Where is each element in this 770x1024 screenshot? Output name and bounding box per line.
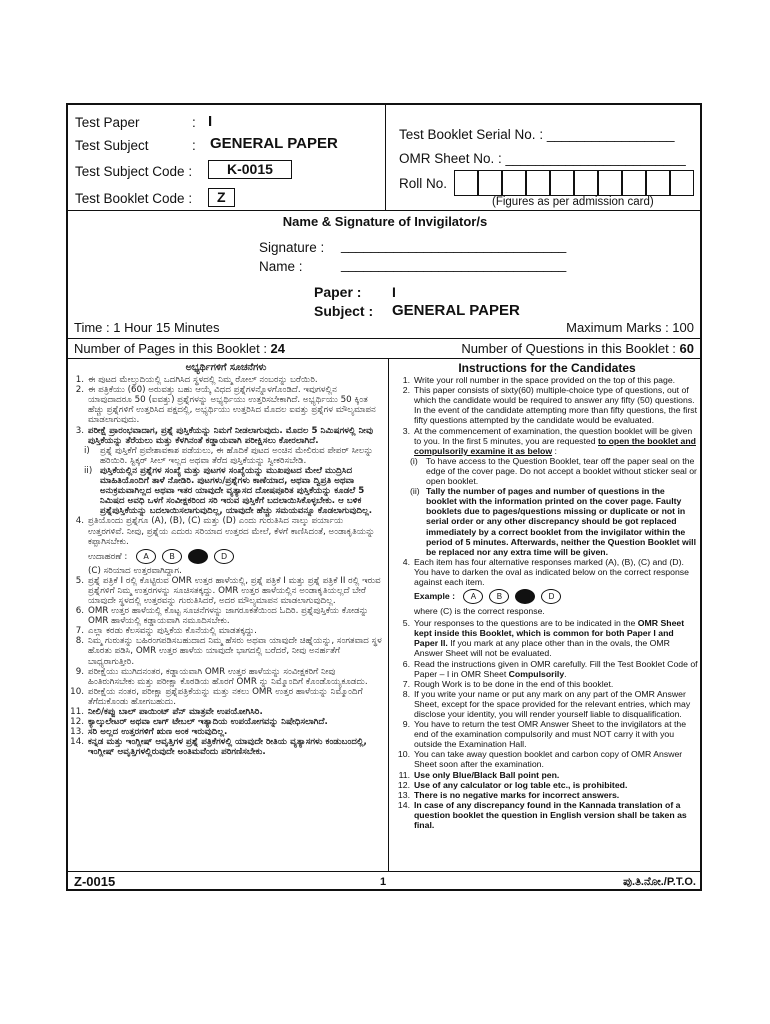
instruction-text: ಪರೀಕ್ಷೆಯ ನಂತರ, ಪರೀಕ್ಷಾ ಪ್ರಶ್ನೆಪತ್ರಿಕೆಯನ್ನು ಮತ್ತು ನಕಲು OMR ಉತ್ತರ ಹಾಳೆಯನ್ನು ನಿಮ್ಮೊಂದಿಗೆ ತೆಗೆದುಕೊಂಡು ಹೋಗಬಹುದು.	[88, 686, 363, 707]
kannada-instructions	[70, 363, 382, 757]
english-subitem: (ii) Tally the number of pages and number of questions in the booklet with the information printed on the cover page. Faulty booklets due to pages/questions missing or duplicate or not in serial order or any other discrepancy should be got replaced immediately by a correct booklet from the invigilator within the period of 5 minutes. Afterwards, neither the Question Booklet will be replaced nor any extra time will be given.	[410, 486, 696, 557]
time-text: Time : 1 Hour 15 Minutes	[74, 320, 220, 335]
english-item: 3. At the commencement of examination, the question booklet will be given to you. In the first 5 minutes, you are requested to open the booklet and compulsorily examine it as below :	[402, 425, 696, 456]
instruction-text: ಪರೀಕ್ಷೆಯು ಮುಗಿದನಂತರ, ಕಡ್ಡಾಯವಾಗಿ OMR ಉತ್ತರ ಹಾಳೆಯನ್ನು ಸಂವೀಕ್ಷಕರಿಗೆ ನೀವು ಹಿಂತಿರುಗಿಸಬೇಕು ಮತ್ತು ಪರೀಕ್ಷಾ ಕೊಠಡಿಯ ಹೊರಗೆ OMR ನ್ನು ನಿಮ್ಮೊಂದಿಗೆ ಕೊಂಡೊಯ್ಯಕೂಡದು.	[88, 666, 368, 687]
instruction-text: Each item has four alternative responses marked (A), (B), (C) and (D). You have to darken the oval as indicated below on the correct response against each item.	[414, 556, 689, 587]
questions-label: Number of Questions in this Booklet :	[461, 341, 680, 356]
roll-digit-box[interactable]	[670, 170, 694, 196]
instruction-text: ಪ್ರತಿಯೊಂದು ಪ್ರಶ್ನೆಗೂ (A), (B), (C) ಮತ್ತು (D) ಎಂದು ಗುರುತಿಸಿದ ನಾಲ್ಕು ಪರ್ಯಾಯ ಉತ್ತರಗಳಿವೆ. ನೀವು, ಪ್ರಶ್ನೆಯ ಎದುರು ಸರಿಯಾದ ಉತ್ತರದ ಮೇಲೆ, ಕೆಳಗೆ ಕಾಣಿಸಿದಂತೆ, ಅಂಡಾಕೃತಿಯನ್ನು ಕಪ್ಪಾಗಿಸಬೇಕು.	[88, 516, 375, 547]
footer-page-number: 1	[380, 876, 387, 888]
instruction-text: There is no negative marks for incorrect answers.	[414, 789, 620, 800]
instruction-text: Read the instructions given in OMR carefully. Fill the Test Booklet Code of Paper – I in OMR Sheet	[414, 658, 698, 679]
roll-digit-box[interactable]	[502, 170, 526, 196]
instruction-text: Use only Blue/Black Ball point pen.	[414, 769, 560, 780]
instruction-text: You have to return the test OMR Answer Sheet to the invigilators at the end of the examination compulsorily and must NOT carry it with you outside the Examination Hall.	[414, 719, 687, 750]
roll-digit-box[interactable]	[526, 170, 550, 196]
instruction-text: ನಿಮ್ಮ ಗುರುತನ್ನು ಬಹಿರಂಗಪಡಿಸಬಹುದಾದ ನಿಮ್ಮ ಹೆಸರು ಅಥವಾ ಯಾವುದೇ ಚಿಹ್ನೆಯನ್ನು, ಸಂಗತವಾದ ಸ್ಥಳ ಹೊರತು ಪಡಿಸಿ, OMR ಉತ್ತರ ಹಾಳೆಯ ಯಾವುದೇ ಭಾಗದಲ್ಲಿ ಬರೆದರೆ, ನೀವು ಅನರ್ಹತೆಗೆ ಬಾಧ್ಯರಾಗುತ್ತೀರಿ.	[88, 636, 382, 667]
subject-value: GENERAL PAPER	[392, 302, 520, 319]
roll-digit-box[interactable]	[646, 170, 670, 196]
english-item: 9. You have to return the test OMR Answer Sheet to the invigilators at the end of the examination compulsorily and must NOT carry it with you outside the Examination Hall.	[396, 719, 698, 749]
kannada-item: 7. ಎಲ್ಲಾ ಕರಡು ಕೆಲಸವನ್ನು ಪುಸ್ತಿಕೆಯ ಕೊನೆಯಲ್ಲಿ ಮಾಡತಕ್ಕದ್ದು.	[75, 626, 257, 637]
instruction-text: ನೀಲಿ/ಕಪ್ಪು ಬಾಲ್ ಪಾಯಿಂಟ್ ಪೆನ್ ಮಾತ್ರವೇ ಉಪಯೋಗಿಸಿರಿ.	[88, 707, 263, 717]
paper-label: Paper :	[314, 284, 362, 300]
instruction-text: ಪ್ರಶ್ನೆ ಪತ್ರಿಕೆ I ರಲ್ಲಿ ಕೊಟ್ಟಿರುವ OMR ಉತ್ತರ ಹಾಳೆಯಲ್ಲಿ, ಪ್ರಶ್ನೆ ಪತ್ರಿಕೆ I ಮತ್ತು ಪ್ರಶ್ನೆ ಪತ್ರಿಕೆ II ರಲ್ಲಿ ಇರುವ ಪ್ರಶ್ನೆಗಳಿಗೆ ನಿಮ್ಮ ಉತ್ತರಗಳನ್ನು ಸೂಚಿಸತಕ್ಕದ್ದು. OMR ಉತ್ತರ ಹಾಳೆಯಲ್ಲಿನ ಅಂಡಾಕೃತಿಯಲ್ಲದೆ ಬೇರೆ ಯಾವುದೇ ಸ್ಥಳದಲ್ಲಿ ಉತ್ತರವನ್ನು ಗುರುತಿಸಿದರೆ, ಅದರ ಮೌಲ್ಯಮಾಪನ ಮಾಡಲಾಗುವುದಿಲ್ಲ.	[88, 575, 381, 606]
instruction-text: OMR ಉತ್ತರ ಹಾಳೆಯಲ್ಲಿ ಕೊಟ್ಟ ಸೂಚನೆಗಳನ್ನು ಜಾಗರೂಕತೆಯಿಂದ ಓದಿರಿ. ಪ್ರಶ್ನೆಪುಸ್ತಿಕೆಯ ಕೋಡನ್ನು OMR ಹಾಳೆಯಲ್ಲಿ ಕಡ್ಡಾಯವಾಗಿ ನಮೂದಿಸಬೇಕು.	[88, 606, 369, 627]
instruction-text: ಪುಸ್ತಿಕೆಯಲ್ಲಿನ ಪ್ರಶ್ನೆಗಳ ಸಂಖ್ಯೆ ಮತ್ತು ಪುಟಗಳ ಸಂಖ್ಯೆಯನ್ನು ಮುಖಪುಟದ ಮೇಲೆ ಮುದ್ರಿಸಿದ ಮಾಹಿತಿಯೊಂದಿಗೆ ತಾಳೆ ನೋಡಿರಿ. ಪುಟಗಳು/ಪ್ರಶ್ನೆಗಳು ಕಾಣೆಯಾದ, ಅಥವಾ ದ್ವಿಪ್ರತಿ ಅಥವಾ ಅನುಕ್ರಮವಾಗಿಲ್ಲದ ಅಥವಾ ಇತರ ಯಾವುದೇ ವ್ಯತ್ಯಾಸದ ದೋಷಪೂರಿತ ಪುಸ್ತಿಕೆಯನ್ನು ಕೂಡಲೆ 5 ನಿಮಿಷದ ಅವಧಿ ಒಳಗೆ ಸಂವೀಕ್ಷಕರಿಂದ ಸರಿ ಇರುವ ಪುಸ್ತಿಕೆಗೆ ಬದಲಾಯಿಸಿಕೊಳ್ಳಬೇಕು. ಆ ಬಳಿಕ ಪ್ರಶ್ನೆಪುಸ್ತಿಕೆಯನ್ನು ಬದಲಾಯಿಸಲಾಗುವುದಿಲ್ಲ, ಯಾವುದೇ ಹೆಚ್ಚು ಸಮಯವನ್ನೂ ಕೊಡಲಾಗುವುದಿಲ್ಲ.	[100, 465, 373, 517]
pages-label: Number of Pages in this Booklet :	[74, 341, 271, 356]
kannada-item: 1. ಈ ಪುಟದ ಮೇಲ್ತುದಿಯಲ್ಲಿ ಒದಗಿಸಿದ ಸ್ಥಳದಲ್ಲಿ ನಿಮ್ಮ ರೋಲ್ ನಂಬರನ್ನು ಬರೆಯಿರಿ.	[75, 375, 318, 386]
instruction-text: Tally the number of pages and number of questions in the booklet with the information printed on the cover page. Faulty booklets due to pages/questions missing or duplicate or not in serial order or any other discrepancy should be got replaced immediately by a correct booklet from the invigilator within the period of 5 minutes. Afterwards, neither the Question Booklet will be replaced nor any extra time will be given.	[426, 486, 696, 557]
oval-b: B	[162, 549, 182, 564]
instruction-text: ಈ ಪತ್ರಿಕೆಯು (60) ಅರುವತ್ತು ಬಹು ಆಯ್ಕೆ ವಿಧದ ಪ್ರಶ್ನೆಗಳನ್ನೊಳಗೊಂಡಿದೆ. ಇವುಗಳಲ್ಲಿನ ಯಾವುದಾದರೂ 50 (ಐವತ್ತು) ಪ್ರಶ್ನೆಗಳನ್ನು ಅಭ್ಯರ್ಥಿಯು ಉತ್ತರಿಸಬೇಕಾಗಿದೆ. ಅಭ್ಯರ್ಥಿಯು 50 ಕ್ಕಿಂತ ಹೆಚ್ಚು ಪ್ರಶ್ನೆಗಳಿಗೆ ಉತ್ತರಿಸಿದ ಪಕ್ಷದಲ್ಲಿ, ಅಭ್ಯರ್ಥಿಯು ಉತ್ತರಿಸಿದ ಮೊದಲ ಐವತ್ತು ಪ್ರಶ್ನೆಗಳ ಮೌಲ್ಯಮಾಪನ ಮಾಡಲಾಗುವುದು.	[88, 385, 376, 426]
instruction-text: This paper consists of sixty(60) multiple-choice type of questions, out of which the candidate would be required to answer any fifty (50) questions. In the event of the candidate attempting more than fifty questions, the first fifty questions attempted by the candidate would be evaluated.	[414, 385, 697, 426]
instruction-text: Your responses to the questions are to be indicated in the	[414, 618, 638, 629]
serial-no-label: Test Booklet Serial No. : _________________	[399, 127, 675, 142]
header-divider	[385, 104, 386, 210]
questions-value: 60	[679, 341, 694, 356]
questions-count	[461, 341, 694, 356]
kannada-item: 5. ಪ್ರಶ್ನೆ ಪತ್ರಿಕೆ I ರಲ್ಲಿ ಕೊಟ್ಟಿರುವ OMR ಉತ್ತರ ಹಾಳೆಯಲ್ಲಿ, ಪ್ರಶ್ನೆ ಪತ್ರಿಕೆ I ಮತ್ತು ಪ್ರಶ್ನೆ ಪತ್ರಿಕೆ II ರಲ್ಲಿ ಇರುವ ಪ್ರಶ್ನೆಗಳಿಗೆ ನಿಮ್ಮ ಉತ್ತರಗಳನ್ನು ಸೂಚಿಸತಕ್ಕದ್ದು. OMR ಉತ್ತರ ಹಾಳೆಯಲ್ಲಿನ ಅಂಡಾಕೃತಿಯಲ್ಲದೆ ಬೇರೆ ಯಾವುದೇ ಸ್ಥಳದಲ್ಲಿ ಉತ್ತರವನ್ನು ಗುರುತಿಸಿದರೆ, ಅದರ ಮೌಲ್ಯಮಾಪನ ಮಾಡಲಾಗುವುದಿಲ್ಲ.	[75, 575, 381, 606]
test-subject-value: GENERAL PAPER	[210, 135, 338, 152]
english-item: 6. Read the instructions given in OMR carefully. Fill the Test Booklet Code of Paper – I in OMR Sheet Compulsorily.	[402, 658, 698, 679]
english-item: 1. Write your roll number in the space provided on the top of this page.	[402, 375, 676, 386]
kannada-example-ovals	[136, 549, 234, 564]
instruction-text: ಈ ಪುಟದ ಮೇಲ್ತುದಿಯಲ್ಲಿ ಒದಗಿಸಿದ ಸ್ಥಳದಲ್ಲಿ ನಿಮ್ಮ ರೋಲ್ ನಂಬರನ್ನು ಬರೆಯಿರಿ.	[88, 375, 318, 386]
max-marks-text: Maximum Marks : 100	[566, 320, 694, 335]
instruction-text: ಎಲ್ಲಾ ಕರಡು ಕೆಲಸವನ್ನು ಪುಸ್ತಿಕೆಯ ಕೊನೆಯಲ್ಲಿ ಮಾಡತಕ್ಕದ್ದು.	[88, 626, 257, 637]
instruction-text: :	[552, 445, 557, 456]
english-item: 2. This paper consists of sixty(60) multiple-choice type of questions, out of which the candidate would be required to answer any fifty (50) questions. In the event of the candidate attempting more than fifty questions, the first fifty questions attempted by the candidate would be evaluated.	[402, 385, 697, 426]
english-item: 8. If you write your name or put any mark on any part of the OMR Answer Sheet, except for the space provided for the relevant entries, which may disclose your identity, you will render yourself liable to disqualification.	[396, 689, 698, 719]
roll-digit-box[interactable]	[622, 170, 646, 196]
kannada-item: 3. ಪರೀಕ್ಷೆ ಪ್ರಾರಂಭವಾದಾಗ, ಪ್ರಶ್ನೆ ಪುಸ್ತಿಕೆಯನ್ನು ನಿಮಗೆ ನೀಡಲಾಗುವುದು. ಮೊದಲ 5 ನಿಮಿಷಗಳಲ್ಲಿ ನೀವು ಪುಸ್ತಿಕೆಯನ್ನು ತೆರೆಯಲು ಮತ್ತು ಕೆಳಗಿನಂತೆ ಕಡ್ಡಾಯವಾಗಿ ಪರೀಕ್ಷಿಸಲು ಕೋರಲಾಗಿದೆ.	[70, 426, 382, 446]
footer-rule	[66, 871, 702, 872]
pages-value: 24	[270, 341, 286, 356]
colon: :	[192, 138, 196, 153]
paper-rule	[66, 338, 702, 339]
english-item: 5. Your responses to the questions are to be indicated in the OMR Sheet kept inside this Booklet, which is common for both Paper I and Paper II. If you mark at any place other than in the ovals, the OMR Answer Sheet will not be evaluated.	[402, 618, 685, 659]
kannada-item: 13. ಸರಿ ಅಲ್ಲದ ಉತ್ತರಗಳಿಗೆ ಋಣ ಅಂಕ ಇರುವುದಿಲ್ಲ.	[70, 727, 228, 738]
omr-sheet-label: OMR Sheet No. : ________________________	[399, 151, 686, 166]
instruction-text: At the commencement of examination, the question booklet will be given to you. In the first 5 minutes, you are requested	[414, 425, 693, 446]
oval-c-filled	[188, 549, 208, 564]
instruction-text: ಕ್ಯಾಲ್ಕುಲೇಟರ್ ಅಥವಾ ಲಾಗ್ ಟೇಬಲ್ ಇತ್ಯಾದಿಯ ಉಪಯೋಗವನ್ನು ನಿಷೇಧಿಸಲಾಗಿದೆ.	[88, 717, 328, 728]
instruction-text: You can take away question booklet and carbon copy of OMR Answer Sheet soon after the examination.	[414, 749, 683, 770]
pages-count	[74, 341, 285, 356]
english-example-ovals	[463, 589, 561, 604]
colon: :	[192, 115, 196, 130]
oval-a: A	[136, 549, 156, 564]
english-example-note: where (C) is the correct response.	[414, 606, 545, 617]
instruction-text: .	[564, 668, 567, 679]
paper-value: I	[392, 284, 396, 300]
column-divider	[388, 358, 389, 871]
instruction-text: ಪರೀಕ್ಷೆ ಪ್ರಾರಂಭವಾದಾಗ, ಪ್ರಶ್ನೆ ಪುಸ್ತಿಕೆಯನ್ನು ನಿಮಗೆ ನೀಡಲಾಗುವುದು. ಮೊದಲ 5 ನಿಮಿಷಗಳಲ್ಲಿ ನೀವು ಪುಸ್ತಿಕೆಯನ್ನು ತೆರೆಯಲು ಮತ್ತು ಕೆಳಗಿನಂತೆ ಕಡ್ಡಾಯವಾಗಿ ಪರೀಕ್ಷಿಸಲು ಕೋರಲಾಗಿದೆ.	[88, 425, 374, 446]
count-rule	[66, 358, 702, 359]
instruction-text: to open the booklet and compulsorily examine it as below	[414, 435, 696, 456]
kannada-item: 6. OMR ಉತ್ತರ ಹಾಳೆಯಲ್ಲಿ ಕೊಟ್ಟ ಸೂಚನೆಗಳನ್ನು ಜಾಗರೂಕತೆಯಿಂದ ಓದಿರಿ. ಪ್ರಶ್ನೆಪುಸ್ತಿಕೆಯ ಕೋಡನ್ನು OMR ಹಾಳೆಯಲ್ಲಿ ಕಡ್ಡಾಯವಾಗಿ ನಮೂದಿಸಬೇಕು.	[70, 606, 382, 626]
roll-digit-box[interactable]	[550, 170, 574, 196]
english-instructions	[396, 363, 698, 830]
oval-c-filled	[515, 589, 535, 604]
kannada-subitem: i) ಪ್ರಶ್ನೆ ಪುಸ್ತಿಕೆಗೆ ಪ್ರವೇಶಾವಕಾಶ ಪಡೆಯಲು, ಈ ಹೊದಿಕೆ ಪುಟದ ಅಂಚಿನ ಮೇಲಿರುವ ಪೇಪರ್ ಸೀಲನ್ನು ಹರಿಯಿರಿ. ಸ್ಟಿಕ್ಕರ್ ಸೀಲ್ ಇಲ್ಲದ ಅಥವಾ ತೆರೆದ ಪುಸ್ತಿಕೆಯನ್ನು ಸ್ವೀಕರಿಸಬೇಡಿ.	[70, 446, 382, 466]
instruction-text: In case of any discrepancy found in the Kannada translation of a question booklet the question in English version shall be taken as final.	[414, 799, 687, 831]
english-example-label: Example :	[414, 590, 456, 601]
subject-code-value: K-0015	[208, 160, 292, 179]
english-heading: Instructions for the Candidates	[458, 361, 636, 375]
name-line[interactable]: ______________________________	[341, 257, 567, 272]
test-paper-value: I	[208, 113, 213, 130]
oval-d: D	[214, 549, 234, 564]
kannada-example-label: ಉದಾಹರಣೆ :	[88, 551, 128, 562]
instruction-text: ಪ್ರಶ್ನೆ ಪುಸ್ತಿಕೆಗೆ ಪ್ರವೇಶಾವಕಾಶ ಪಡೆಯಲು, ಈ ಹೊದಿಕೆ ಪುಟದ ಅಂಚಿನ ಮೇಲಿರುವ ಪೇಪರ್ ಸೀಲನ್ನು ಹರಿಯಿರಿ. ಸ್ಟಿಕ್ಕರ್ ಸೀಲ್ ಇಲ್ಲದ ಅಥವಾ ತೆರೆದ ಪುಸ್ತಿಕೆಯನ್ನು ಸ್ವೀಕರಿಸಬೇಡಿ.	[100, 445, 374, 466]
roll-digit-box[interactable]	[454, 170, 478, 196]
roll-digit-box[interactable]	[598, 170, 622, 196]
english-subitem: (i) To have access to the Question Booklet, tear off the paper seal on the edge of the cover page. Do not accept a booklet without sticker seal or open booklet.	[410, 455, 697, 487]
kannada-heading: ಅಭ್ಯರ್ಥಿಗಳಿಗೆ ಸೂಚನೆಗಳು	[185, 362, 267, 373]
subject-label: Subject :	[314, 303, 374, 319]
instruction-text: Write your roll number in the space provided on the top of this page.	[414, 375, 676, 386]
test-subject-label: Test Subject	[75, 138, 149, 153]
roll-no-label: Roll No.	[399, 176, 448, 191]
roll-note: (Figures as per admission card)	[492, 196, 654, 208]
oval-d: D	[541, 589, 561, 604]
header-rule	[66, 210, 702, 211]
roll-digit-box[interactable]	[478, 170, 502, 196]
kannada-item: 8. ನಿಮ್ಮ ಗುರುತನ್ನು ಬಹಿರಂಗಪಡಿಸಬಹುದಾದ ನಿಮ್ಮ ಹೆಸರು ಅಥವಾ ಯಾವುದೇ ಚಿಹ್ನೆಯನ್ನು, ಸಂಗತವಾದ ಸ್ಥಳ ಹೊರತು ಪಡಿಸಿ, OMR ಉತ್ತರ ಹಾಳೆಯ ಯಾವುದೇ ಭಾಗದಲ್ಲಿ ಬರೆದರೆ, ನೀವು ಅನರ್ಹತೆಗೆ ಬಾಧ್ಯರಾಗುತ್ತೀರಿ.	[75, 636, 382, 667]
oval-b: B	[489, 589, 509, 604]
kannada-example	[70, 549, 382, 564]
instruction-text: If you mark at any place other than in the ovals, the OMR Answer Sheet will not be evaluated.	[414, 638, 670, 659]
english-item: 13. There is no negative marks for incorrect answers.	[397, 789, 620, 800]
instruction-text: If you write your name or put any mark on any part of the OMR Answer Sheet, except for the space provided for the relevant entries, which may disclose your identity, you will render yourself liable to disqualification.	[414, 688, 691, 719]
kannada-item: 10. ಪರೀಕ್ಷೆಯ ನಂತರ, ಪರೀಕ್ಷಾ ಪ್ರಶ್ನೆಪತ್ರಿಕೆಯನ್ನು ಮತ್ತು ನಕಲು OMR ಉತ್ತರ ಹಾಳೆಯನ್ನು ನಿಮ್ಮೊಂದಿಗೆ ತೆಗೆದುಕೊಂಡು ಹೋಗಬಹುದು.	[70, 687, 382, 707]
name-label: Name :	[259, 259, 303, 274]
instruction-text: ಕನ್ನಡ ಮತ್ತು ಇಂಗ್ಲೀಷ್ ಆವೃತ್ತಿಗಳ ಪ್ರಶ್ನೆ ಪತ್ರಿಕೆಗಳಲ್ಲಿ ಯಾವುದೇ ರೀತಿಯ ವ್ಯತ್ಯಾಸಗಳು ಕಂಡುಬಂದಲ್ಲಿ, ಇಂಗ್ಲೀಷ್ ಆವೃತ್ತಿಗಳಲ್ಲಿರುವುದೇ ಅಂತಿಮವೆಂದು ಪರಿಗಣಿಸಬೇಕು.	[88, 737, 367, 758]
roll-digit-box[interactable]	[574, 170, 598, 196]
subject-code-label: Test Subject Code :	[75, 164, 193, 179]
booklet-code-value: Z	[208, 188, 235, 207]
booklet-code-box	[208, 188, 235, 207]
english-example	[396, 589, 698, 604]
kannada-item: 14. ಕನ್ನಡ ಮತ್ತು ಇಂಗ್ಲೀಷ್ ಆವೃತ್ತಿಗಳ ಪ್ರಶ್ನೆ ಪತ್ರಿಕೆಗಳಲ್ಲಿ ಯಾವುದೇ ರೀತಿಯ ವ್ಯತ್ಯಾಸಗಳು ಕಂಡುಬಂದಲ್ಲಿ, ಇಂಗ್ಲೀಷ್ ಆವೃತ್ತಿಗಳಲ್ಲಿರುವುದೇ ಅಂತಿಮವೆಂದು ಪರಿಗಣಿಸಬೇಕು.	[70, 737, 382, 757]
kannada-item: 9. ಪರೀಕ್ಷೆಯು ಮುಗಿದನಂತರ, ಕಡ್ಡಾಯವಾಗಿ OMR ಉತ್ತರ ಹಾಳೆಯನ್ನು ಸಂವೀಕ್ಷಕರಿಗೆ ನೀವು ಹಿಂತಿರುಗಿಸಬೇಕು ಮತ್ತು ಪರೀಕ್ಷಾ ಕೊಠಡಿಯ ಹೊರಗೆ OMR ನ್ನು ನಿಮ್ಮೊಂದಿಗೆ ಕೊಂಡೊಯ್ಯಕೂಡದು.	[70, 667, 382, 687]
instruction-text: Rough Work is to be done in the end of this booklet.	[414, 678, 614, 689]
kannada-example-note: (C) ಸರಿಯಾದ ಉತ್ತರವಾಗಿದ್ದಾಗ.	[88, 565, 182, 576]
kannada-item: 2. ಈ ಪತ್ರಿಕೆಯು (60) ಅರುವತ್ತು ಬಹು ಆಯ್ಕೆ ವಿಧದ ಪ್ರಶ್ನೆಗಳನ್ನೊಳಗೊಂಡಿದೆ. ಇವುಗಳಲ್ಲಿನ ಯಾವುದಾದರೂ 50 (ಐವತ್ತು) ಪ್ರಶ್ನೆಗಳನ್ನು ಅಭ್ಯರ್ಥಿಯು ಉತ್ತರಿಸಬೇಕಾಗಿದೆ. ಅಭ್ಯರ್ಥಿಯು 50 ಕ್ಕಿಂತ ಹೆಚ್ಚು ಪ್ರಶ್ನೆಗಳಿಗೆ ಉತ್ತರಿಸಿದ ಪಕ್ಷದಲ್ಲಿ, ಅಭ್ಯರ್ಥಿಯು ಉತ್ತರಿಸಿದ ಮೊದಲ ಐವತ್ತು ಪ್ರಶ್ನೆಗಳ ಮೌಲ್ಯಮಾಪನ ಮಾಡಲಾಗುವುದು.	[70, 385, 382, 425]
english-item: 10. You can take away question booklet and carbon copy of OMR Answer Sheet soon after the examination.	[396, 749, 698, 769]
signature-line[interactable]: ______________________________	[341, 238, 567, 253]
kannada-item: 4. ಪ್ರತಿಯೊಂದು ಪ್ರಶ್ನೆಗೂ (A), (B), (C) ಮತ್ತು (D) ಎಂದು ಗುರುತಿಸಿದ ನಾಲ್ಕು ಪರ್ಯಾಯ ಉತ್ತರಗಳಿವೆ. ನೀವು, ಪ್ರಶ್ನೆಯ ಎದುರು ಸರಿಯಾದ ಉತ್ತರದ ಮೇಲೆ, ಕೆಳಗೆ ಕಾಣಿಸಿದಂತೆ, ಅಂಡಾಕೃತಿಯನ್ನು ಕಪ್ಪಾಗಿಸಬೇಕು.	[70, 516, 382, 546]
english-item: 14. In case of any discrepancy found in the Kannada translation of a question booklet the question in English version shall be taken as final.	[396, 800, 698, 830]
kannada-subitem: ii) ಪುಸ್ತಿಕೆಯಲ್ಲಿನ ಪ್ರಶ್ನೆಗಳ ಸಂಖ್ಯೆ ಮತ್ತು ಪುಟಗಳ ಸಂಖ್ಯೆಯನ್ನು ಮುಖಪುಟದ ಮೇಲೆ ಮುದ್ರಿಸಿದ ಮಾಹಿತಿಯೊಂದಿಗೆ ತಾಳೆ ನೋಡಿರಿ. ಪುಟಗಳು/ಪ್ರಶ್ನೆಗಳು ಕಾಣೆಯಾದ, ಅಥವಾ ದ್ವಿಪ್ರತಿ ಅಥವಾ ಅನುಕ್ರಮವಾಗಿಲ್ಲದ ಅಥವಾ ಇತರ ಯಾವುದೇ ವ್ಯತ್ಯಾಸದ ದೋಷಪೂರಿತ ಪುಸ್ತಿಕೆಯನ್ನು ಕೂಡಲೆ 5 ನಿಮಿಷದ ಅವಧಿ ಒಳಗೆ ಸಂವೀಕ್ಷಕರಿಂದ ಸರಿ ಇರುವ ಪುಸ್ತಿಕೆಗೆ ಬದಲಾಯಿಸಿಕೊಳ್ಳಬೇಕು. ಆ ಬಳಿಕ ಪ್ರಶ್ನೆಪುಸ್ತಿಕೆಯನ್ನು ಬದಲಾಯಿಸಲಾಗುವುದಿಲ್ಲ, ಯಾವುದೇ ಹೆಚ್ಚು ಸಮಯವನ್ನೂ ಕೊಡಲಾಗುವುದಿಲ್ಲ.	[70, 466, 382, 516]
english-item: 12. Use of any calculator or log table etc., is prohibited.	[397, 779, 628, 790]
subject-code-box	[208, 160, 292, 179]
test-paper-label: Test Paper	[75, 115, 140, 130]
instruction-text: Compulsorily	[508, 668, 565, 679]
english-item: 11. Use only Blue/Black Ball point pen.	[398, 769, 560, 780]
english-item: 7. Rough Work is to be done in the end of this booklet.	[402, 678, 614, 689]
footer-pto: ಪು.ತಿ.ನೋ./P.T.O.	[623, 876, 696, 888]
signature-label: Signature :	[259, 240, 325, 255]
instruction-text: OMR Sheet kept inside this Booklet, which is common for both Paper I and Paper II.	[414, 618, 685, 649]
footer-code: Z-0015	[74, 874, 116, 889]
booklet-code-label: Test Booklet Code :	[75, 191, 193, 206]
kannada-item: 11. ನೀಲಿ/ಕಪ್ಪು ಬಾಲ್ ಪಾಯಿಂಟ್ ಪೆನ್ ಮಾತ್ರವೇ ಉಪಯೋಗಿಸಿರಿ.	[70, 707, 263, 717]
oval-a: A	[463, 589, 483, 604]
instruction-text: To have access to the Question Booklet, tear off the paper seal on the edge of the cover page. Do not accept a booklet without sticker seal or open booklet.	[426, 455, 697, 487]
english-item: 4. Each item has four alternative responses marked (A), (B), (C) and (D). You have to darken the oval as indicated below on the correct response against each item.	[396, 557, 698, 587]
kannada-item: 12. ಕ್ಯಾಲ್ಕುಲೇಟರ್ ಅಥವಾ ಲಾಗ್ ಟೇಬಲ್ ಇತ್ಯಾದಿಯ ಉಪಯೋಗವನ್ನು ನಿಷೇಧಿಸಲಾಗಿದೆ.	[70, 717, 328, 728]
invigilator-heading: Name & Signature of Invigilator/s	[282, 214, 488, 229]
instruction-text: Use of any calculator or log table etc., is prohibited.	[414, 779, 628, 790]
instruction-text: ಸರಿ ಅಲ್ಲದ ಉತ್ತರಗಳಿಗೆ ಋಣ ಅಂಕ ಇರುವುದಿಲ್ಲ.	[88, 727, 228, 738]
